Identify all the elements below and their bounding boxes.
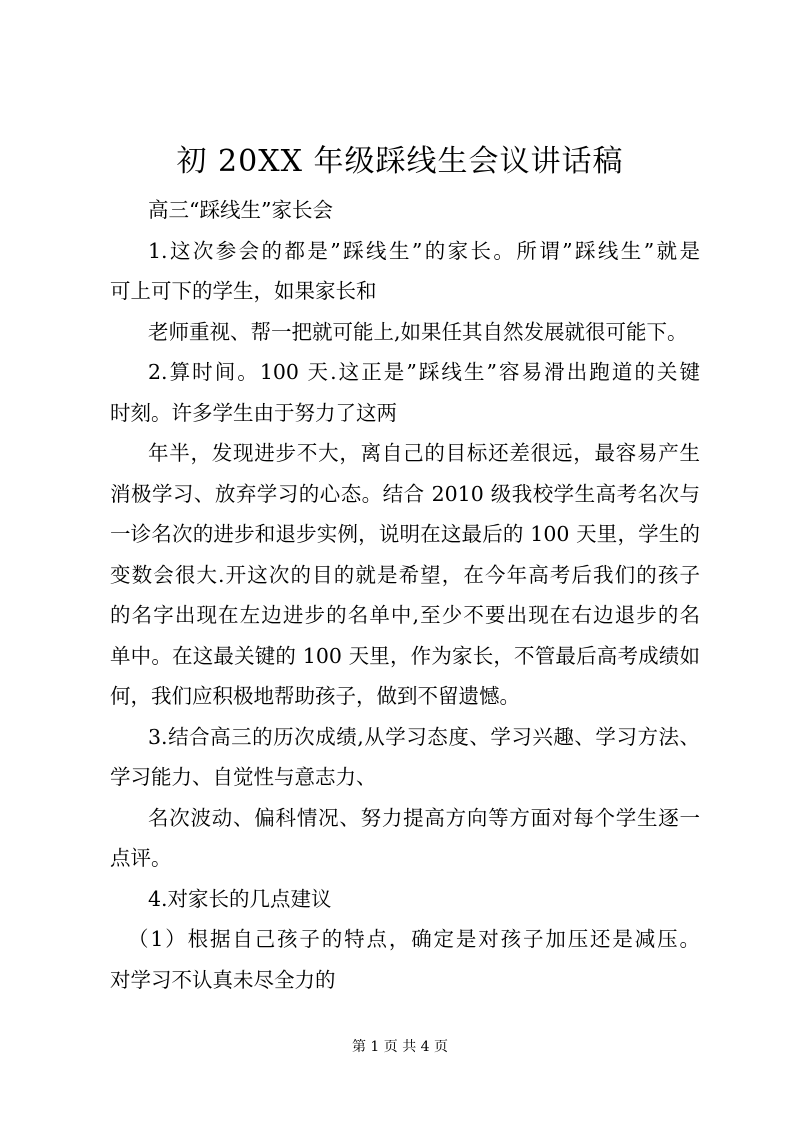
- paragraph-line: 2.算时间。100 天.这正是”踩线生”容易滑出跑道的关键: [148, 360, 700, 384]
- paragraph-line: 1.这次参会的都是”踩线生”的家长。所谓”踩线生”就是: [148, 238, 700, 263]
- paragraph-line: 4.对家长的几点建议: [148, 886, 332, 911]
- paragraph-line: 年半，发现进步不大，离自己的目标还差很远，最容易产生: [148, 441, 700, 465]
- paragraph-line: 点评。: [110, 846, 172, 870]
- paragraph-line: 3.结合高三的历次成绩,从学习态度、学习兴趣、学习方法、: [148, 724, 700, 749]
- paragraph-line: 一诊名次的进步和退步实例，说明在这最后的 100 天里，学生的: [110, 522, 700, 546]
- paragraph-line: （1）根据自己孩子的特点，确定是对孩子加压还是减压。: [128, 927, 700, 951]
- document-title: 初 20XX 年级踩线生会议讲话稿: [176, 144, 624, 179]
- paragraph-line: 可上可下的学生，如果家长和: [110, 279, 377, 303]
- paragraph-line: 何，我们应积极地帮助孩子，做到不留遗憾。: [110, 684, 520, 708]
- paragraph-line: 高三“踩线生”家长会: [148, 198, 333, 222]
- paragraph-line: 时刻。许多学生由于努力了这两: [110, 400, 397, 425]
- paragraph-line: 名次波动、偏科情况、努力提高方向等方面对每个学生逐一: [148, 805, 700, 830]
- paragraph-line: 变数会很大.开这次的目的就是希望，在今年高考后我们的孩子: [110, 562, 700, 587]
- paragraph-line: 单中。在这最关键的 100 天里，作为家长，不管最后高考成绩如: [110, 643, 700, 668]
- document-body: [110, 190, 700, 1000]
- page-footer: 第 1 页 共 4 页: [351, 1039, 449, 1055]
- paragraph-line: 对学习不认真未尽全力的: [110, 967, 336, 992]
- paragraph-line: 消极学习、放弃学习的心态。结合 2010 级我校学生高考名次与: [110, 481, 700, 506]
- paragraph-line: 学习能力、自觉性与意志力、: [110, 765, 377, 789]
- paragraph-line: 老师重视、帮一把就可能上,如果任其自然发展就很可能下。: [148, 319, 688, 344]
- paragraph-line: 的名字出现在左边进步的名单中,至少不要出现在右边退步的名: [110, 603, 700, 627]
